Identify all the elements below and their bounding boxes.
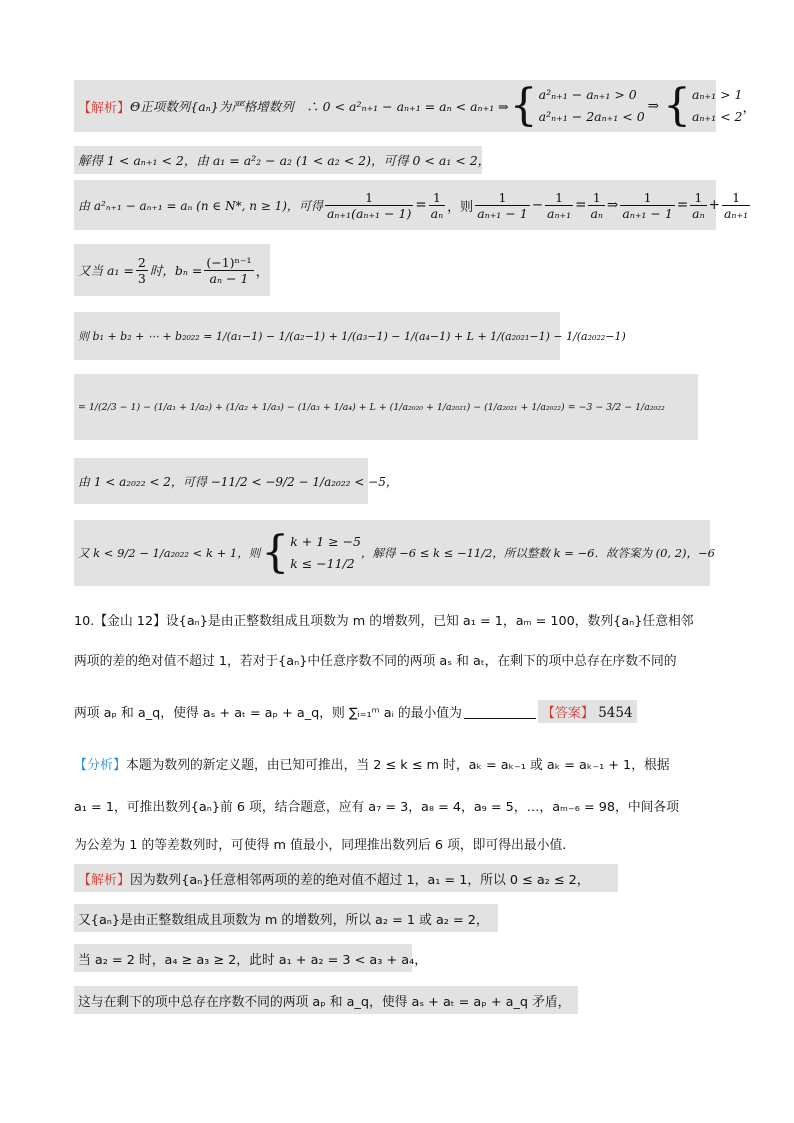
- l3-plus: +: [708, 197, 720, 213]
- system-1: [539, 84, 645, 128]
- l3-eq2: =: [575, 197, 587, 213]
- answer-blank: [464, 704, 536, 719]
- l8-a: 又 k < 9/2 − 1/a₂₀₂₂ < k + 1，则: [78, 546, 261, 560]
- q10-line-2: 两项的差的绝对值不超过 1，若对于{aₙ}中任意序数不同的两项 aₛ 和 aₜ，在剩下的项中总存在序数不同的: [74, 653, 677, 669]
- solution-line-8: [74, 520, 715, 586]
- answer-tag: 【答案】: [541, 705, 594, 721]
- l3-minus: −: [531, 197, 544, 213]
- solution-line-6: [74, 374, 698, 440]
- l3-frac-2: $\frac{1}{\text{aₙ}}$: [430, 189, 444, 221]
- sys3-row2: k ≤ −11/2: [290, 556, 355, 571]
- l3-frac-3: $\frac{1}{\text{aₙ₊₁ − 1}}$: [477, 189, 528, 221]
- solution-line-2: [74, 146, 491, 174]
- left-brace: {: [509, 80, 538, 131]
- l3-frac-5: $\frac{1}{\text{aₙ}}$: [590, 189, 603, 221]
- analysis-line-3: 为公差为 1 的等差数列时，可使得 m 值最小，同理推出数列后 6 项，即可得出最小值.: [74, 837, 567, 853]
- l4-end: ，: [255, 264, 270, 280]
- answer-box: [538, 700, 637, 723]
- jiexi-line-2: 又{aₙ}是由正整数组成且项数为 m 的增数列，所以 a₂ = 1 或 a₂ = 2，: [74, 904, 498, 932]
- sys2-row2: aₙ₊₁ < 2: [691, 109, 743, 124]
- solution-line-4: [74, 244, 270, 296]
- l6-text: = 1/(2/3 − 1) − (1/a₁ + 1/a₂) + (1/a₂ + 1/a₃) − (1/a₃ + 1/a₄) + L + (1/a₂₀₂₀ + 1/a₂₀₂₁) − (1/a₂₀₂₁ + 1/a₂₀₂₂) = −3 − 3/2 − 1/a₂₀₂₂: [78, 401, 665, 413]
- l5-text: 则 b₁ + b₂ + ⋯ + b₂₀₂₂ = 1/(a₁−1) − 1/(a₂−1) + 1/(a₃−1) − 1/(a₄−1) + L + 1/(a₂₀₂₁−1) − 1/(a₂₀₂₂−1): [78, 330, 626, 343]
- left-brace-3: {: [261, 527, 290, 578]
- fenxi-tag: 【分析】: [74, 757, 127, 773]
- l4-a: 又当 a₁ =: [78, 263, 134, 278]
- analysis-tag: 【解析】: [78, 100, 131, 116]
- jiexi-tag: 【解析】: [78, 872, 131, 888]
- l3-b: ，则: [447, 199, 474, 215]
- system-2: [692, 84, 743, 128]
- jiexi-line-4: 这与在剩下的项中总存在序数不同的两项 aₚ 和 a_q，使得 aₛ + aₜ = aₚ + a_q 矛盾，: [74, 986, 578, 1014]
- q10-line-3: 两项 aₚ 和 a_q，使得 aₛ + aₜ = aₚ + a_q，则 ∑ᵢ₌₁ᵐ aᵢ 的最小值为 【答案】 5454: [74, 694, 637, 728]
- l3-frac-6: $\frac{1}{\text{aₙ₊₁ − 1}}$: [622, 189, 673, 221]
- l3-a: 由 a²ₙ₊₁ − aₙ₊₁ = aₙ (n ∈ N*, n ≥ 1)，可得: [78, 198, 323, 213]
- q10-line-1: 10.【金山 12】设{aₙ}是由正整数组成且项数为 m 的增数列，已知 a₁ = 1，aₘ = 100，数列{aₙ}任意相邻: [74, 613, 694, 629]
- sys3-row1: k + 1 ≥ −5: [290, 534, 361, 549]
- l3-frac-8: $\frac{1}{\text{aₙ₊₁}}$: [723, 189, 749, 221]
- l4-b: 时，bₙ =: [149, 263, 203, 278]
- l3-frac-4: $\frac{1}{\text{aₙ₊₁}}$: [547, 189, 572, 221]
- l4-frac-1: $\frac{2}{3}$: [137, 254, 146, 286]
- sys1-row1: a²ₙ₊₁ − aₙ₊₁ > 0: [538, 87, 637, 102]
- l4-frac-2: $\frac{\text{(−1)ⁿ⁻¹}}{\text{aₙ − 1}}$: [206, 254, 252, 286]
- solution-line-3: [74, 180, 749, 230]
- analysis-line-2: a₁ = 1，可推出数列{aₙ}前 6 项，结合题意，应有 a₇ = 3，a₈ = 4，a₉ = 5，…，aₘ₋₆ = 98，中间各项: [74, 799, 680, 815]
- l1-text: Θ正项数列{aₙ}为严格增数列 ∴ 0 < a²ₙ₊₁ − aₙ₊₁ = aₙ < aₙ₊₁ ⇒: [130, 99, 509, 114]
- l8-b: ，解得 −6 ≤ k ≤ −11/2，所以整数 k = −6．故答案为 (0, 2)，−6: [361, 546, 715, 560]
- system-3: [290, 531, 361, 575]
- solution-line-5: [74, 312, 626, 360]
- sys2-row1: aₙ₊₁ > 1: [691, 87, 743, 102]
- l3-eq3: =: [676, 197, 689, 213]
- jiexi-line-1: 【解析】 因为数列{aₙ}任意相邻两项的差的绝对值不超过 1，a₁ = 1，所以 0 ≤ a₂ ≤ 2，: [74, 864, 618, 892]
- l3-frac-1: $\frac{1}{\text{aₙ₊₁(aₙ₊₁ − 1)}}$: [326, 189, 412, 221]
- left-brace-2: {: [662, 80, 691, 131]
- analysis-line-1: 【分析】 本题为数列的新定义题，由已知可推出，当 2 ≤ k ≤ m 时，aₖ = aₖ₋₁ 或 aₖ = aₖ₋₁ + 1，根据: [74, 750, 670, 776]
- l3-arrow: ⇒: [607, 197, 619, 213]
- l3-eq: =: [415, 197, 427, 213]
- sys1-row2: a²ₙ₊₁ − 2aₙ₊₁ < 0: [538, 109, 645, 124]
- l3-frac-7: $\frac{1}{\text{aₙ}}$: [692, 189, 705, 221]
- l7-text: 由 1 < a₂₀₂₂ < 2，可得 −11/2 < −9/2 − 1/a₂₀₂₂ < −5，: [78, 474, 398, 489]
- jiexi-line-3: 当 a₂ = 2 时，a₄ ≥ a₃ ≥ 2，此时 a₁ + a₂ = 3 < a₃ + a₄，: [74, 944, 412, 972]
- solution-line-7: [74, 458, 398, 504]
- answer-value: 5454: [598, 704, 633, 721]
- implies-arrow: ⇒: [647, 98, 659, 114]
- l2-text: 解得 1 < aₙ₊₁ < 2，由 a₁ = a²₂ − a₂ (1 < a₂ < 2)，可得 0 < a₁ < 2，: [78, 153, 491, 168]
- solution-line-1: [74, 80, 756, 132]
- l1-end: ，: [742, 100, 756, 116]
